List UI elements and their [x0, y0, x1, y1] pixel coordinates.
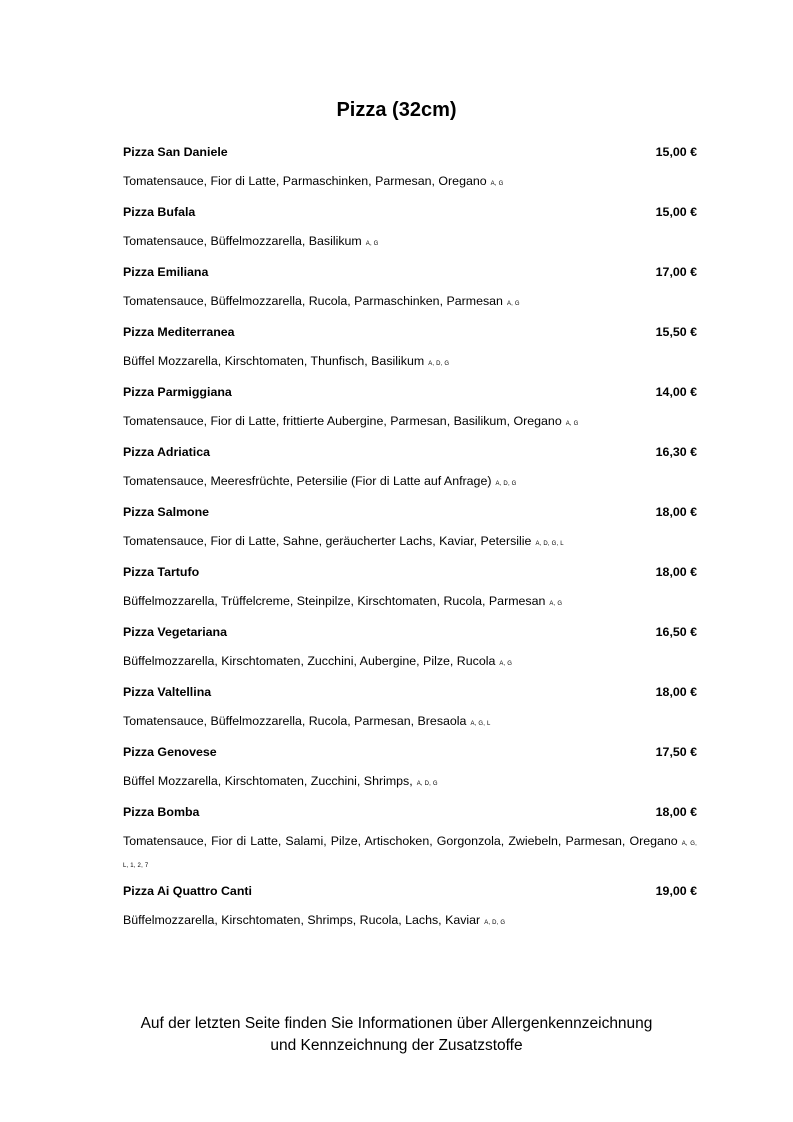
item-price: 17,00 € — [655, 265, 697, 279]
item-name: Pizza Salmone — [123, 505, 210, 519]
item-description — [123, 832, 697, 876]
item-name: Pizza Ai Quattro Canti — [123, 884, 252, 898]
item-name: Pizza Genovese — [123, 745, 217, 759]
item-ingredients: Tomatensauce, Büffelmozzarella, Rucola, Parmesan, Bresaola — [123, 714, 467, 728]
item-price: 15,00 € — [655, 205, 697, 219]
item-ingredients: Tomatensauce, Meeresfrüchte, Petersilie (Fior di Latte auf Anfrage) — [123, 474, 492, 488]
item-allergens: A, G — [565, 421, 579, 427]
item-price: 16,30 € — [655, 445, 697, 459]
item-ingredients: Büffelmozzarella, Trüffelcreme, Steinpilze, Kirschtomaten, Rucola, Parmesan — [123, 594, 546, 608]
allergen-info-note — [0, 1013, 793, 1057]
item-ingredients: Büffelmozzarella, Kirschtomaten, Shrimps, Rucola, Lachs, Kaviar — [123, 913, 481, 927]
menu-item — [123, 142, 697, 202]
page-title: Pizza (32cm) — [336, 99, 457, 121]
menu-item — [123, 881, 697, 941]
item-description — [123, 532, 697, 554]
item-description — [123, 412, 697, 434]
item-allergens: A, D, G — [428, 361, 450, 367]
menu-item — [123, 202, 697, 262]
item-ingredients: Tomatensauce, Fior di Latte, Salami, Pilze, Artischoken, Gorgonzola, Zwiebeln, Parmesan, Oregano — [123, 834, 678, 848]
item-allergens: A, G — [499, 661, 513, 667]
item-description — [123, 772, 697, 794]
item-name: Pizza Bomba — [123, 805, 200, 819]
item-description — [123, 172, 697, 194]
item-name: Pizza Adriatica — [123, 445, 210, 459]
item-allergens: A, G — [490, 181, 504, 187]
item-allergens: A, D, G — [484, 920, 506, 926]
menu-item — [123, 682, 697, 742]
item-price: 18,00 € — [655, 805, 697, 819]
item-price: 15,00 € — [655, 145, 697, 159]
item-allergens: A, D, G, L — [535, 541, 564, 547]
item-price: 16,50 € — [655, 625, 697, 639]
menu-item — [123, 262, 697, 322]
item-name: Pizza Emiliana — [123, 265, 209, 279]
footer-line: und Kennzeichnung der Zusatzstoffe — [270, 1037, 523, 1054]
item-ingredients: Büffelmozzarella, Kirschtomaten, Zucchini, Aubergine, Pilze, Rucola — [123, 654, 496, 668]
item-description — [123, 292, 697, 314]
item-name: Pizza Parmiggiana — [123, 385, 232, 399]
item-allergens: A, G — [506, 301, 520, 307]
footer-line: Auf der letzten Seite finden Sie Informationen über Allergenkennzeichnung — [140, 1015, 653, 1032]
item-name: Pizza San Daniele — [123, 145, 228, 159]
item-description — [123, 472, 697, 494]
item-price: 17,50 € — [655, 745, 697, 759]
item-price: 15,50 € — [655, 325, 697, 339]
menu-item — [123, 742, 697, 802]
item-description — [123, 592, 697, 614]
menu-item — [123, 562, 697, 622]
item-name: Pizza Bufala — [123, 205, 196, 219]
item-description — [123, 911, 697, 933]
item-allergens: A, G, L — [470, 721, 491, 727]
menu-item — [123, 622, 697, 682]
item-ingredients: Tomatensauce, Fior di Latte, Sahne, geräucherter Lachs, Kaviar, Petersilie — [123, 534, 532, 548]
item-price: 18,00 € — [655, 565, 697, 579]
item-ingredients: Büffel Mozzarella, Kirschtomaten, Thunfisch, Basilikum — [123, 354, 425, 368]
item-name: Pizza Tartufo — [123, 565, 200, 579]
menu-item — [123, 502, 697, 562]
item-allergens: A, D, G — [495, 481, 517, 487]
menu-item — [123, 802, 697, 881]
item-name: Pizza Vegetariana — [123, 625, 227, 639]
menu-item — [123, 322, 697, 382]
menu-list — [123, 142, 697, 941]
item-price: 14,00 € — [655, 385, 697, 399]
item-description — [123, 352, 697, 374]
item-description — [123, 652, 697, 674]
item-ingredients: Tomatensauce, Büffelmozzarella, Rucola, Parmaschinken, Parmesan — [123, 294, 503, 308]
item-allergens: A, D, G — [416, 781, 438, 787]
menu-item — [123, 382, 697, 442]
item-name: Pizza Mediterranea — [123, 325, 235, 339]
item-name: Pizza Valtellina — [123, 685, 212, 699]
item-allergens: A, G — [549, 601, 563, 607]
item-ingredients: Büffel Mozzarella, Kirschtomaten, Zucchini, Shrimps, — [123, 774, 413, 788]
item-allergens: A, G, L, 1, 2, 7 — [123, 841, 698, 869]
item-ingredients: Tomatensauce, Fior di Latte, Parmaschinken, Parmesan, Oregano — [123, 174, 487, 188]
item-description — [123, 232, 697, 254]
item-price: 19,00 € — [655, 884, 697, 898]
item-allergens: A, G — [365, 241, 379, 247]
menu-item — [123, 442, 697, 502]
item-ingredients: Tomatensauce, Büffelmozzarella, Basilikum — [123, 234, 362, 248]
item-description — [123, 712, 697, 734]
item-price: 18,00 € — [655, 505, 697, 519]
item-ingredients: Tomatensauce, Fior di Latte, frittierte Aubergine, Parmesan, Basilikum, Oregano — [123, 414, 562, 428]
item-price: 18,00 € — [655, 685, 697, 699]
